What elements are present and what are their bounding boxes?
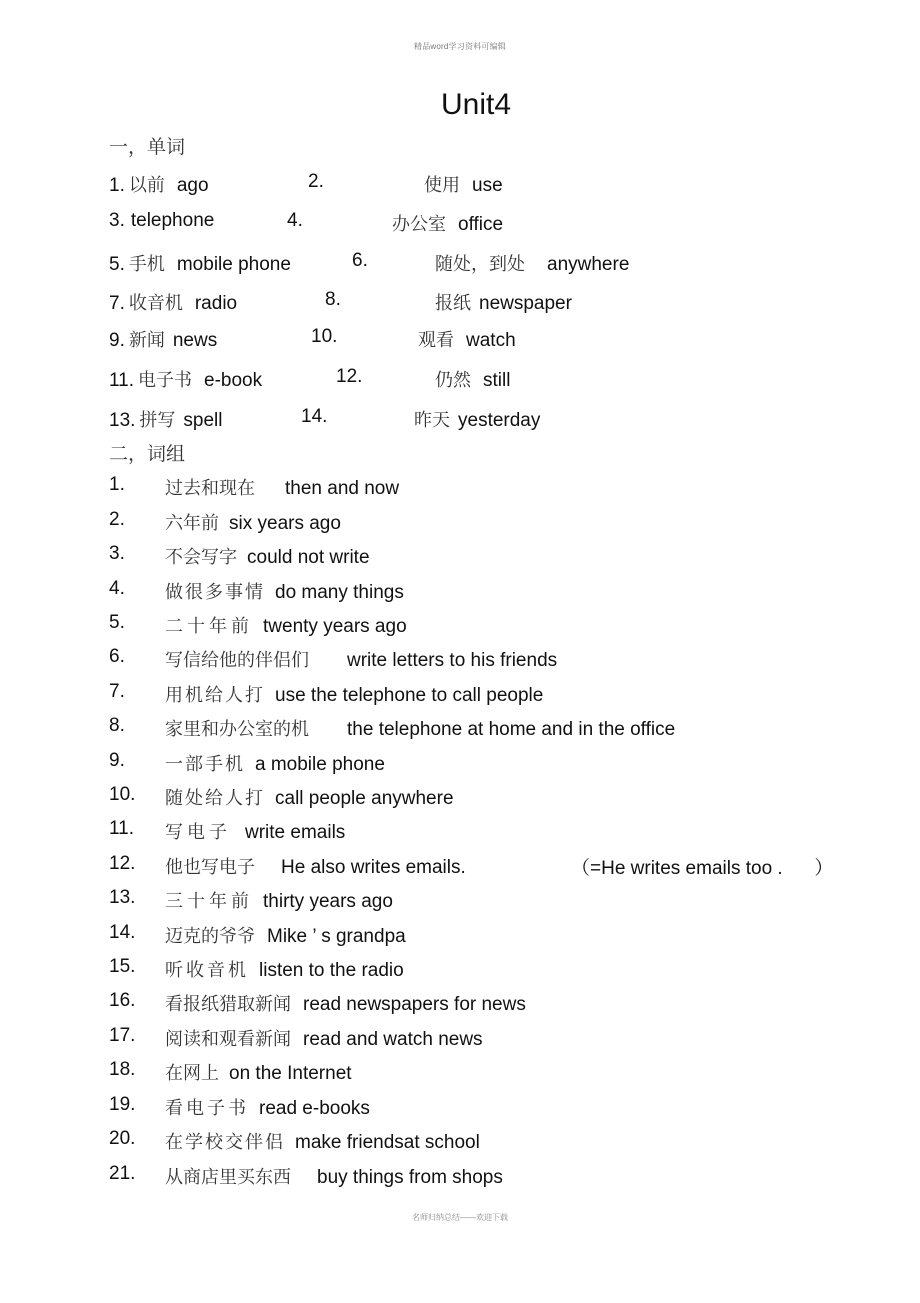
item-number: 14.: [109, 922, 136, 943]
vocab-row: [109, 289, 869, 313]
english-term: radio: [194, 293, 238, 314]
chinese-term: 在学校交伴侣: [165, 1132, 285, 1153]
english-term: still: [483, 370, 511, 391]
english-term: buy things from shops: [317, 1167, 503, 1188]
vocab-item-right: [424, 171, 503, 197]
english-term: twenty years ago: [263, 616, 407, 637]
phrase-row: [109, 853, 889, 877]
vocab-item-right: [435, 289, 572, 315]
item-number: 7.: [109, 681, 125, 702]
english-term: could not write: [247, 547, 370, 568]
phrase-row: [109, 578, 889, 602]
english-term: then and now: [285, 478, 400, 499]
english-term: newspaper: [479, 293, 572, 314]
chinese-term: 报纸: [435, 293, 471, 314]
vocab-item-right-number: [287, 210, 303, 232]
vocab-row: [109, 406, 869, 430]
vocab-item-right-number: [311, 326, 337, 348]
english-term: write letters to his friends: [347, 650, 558, 671]
chinese-term: 昨天: [414, 410, 450, 431]
english-term: thirty years ago: [263, 891, 393, 912]
item-number: 10.: [109, 784, 136, 805]
chinese-term: 家里和办公室的机: [165, 719, 309, 740]
vocab-item-right-number: [308, 171, 324, 193]
item-number: 17.: [109, 1025, 136, 1046]
item-number: 19.: [109, 1094, 136, 1115]
chinese-term: 做很多事情: [165, 582, 265, 603]
chinese-term: 一部手机: [165, 754, 245, 775]
item-number: 16.: [109, 990, 136, 1011]
page-footer: 名师归纳总结——欢迎下载: [412, 1213, 508, 1222]
phrase-row: [109, 715, 889, 739]
english-term: anywhere: [547, 254, 630, 275]
item-number: 13.: [109, 887, 136, 908]
english-term: telephone: [130, 210, 215, 231]
english-term: listen to the radio: [259, 960, 404, 981]
item-number: 20.: [109, 1128, 136, 1149]
chinese-term: 随处，到处: [435, 254, 525, 275]
item-number: 3.: [109, 210, 125, 231]
item-number: 9.: [109, 330, 125, 351]
phrase-row: [109, 1094, 889, 1118]
chinese-term: 迈克的爷爷: [165, 926, 255, 947]
item-number: 11.: [109, 818, 135, 839]
item-number: 1.: [109, 474, 125, 495]
chinese-term: 二十年前: [165, 616, 253, 637]
phrase-row: [109, 1163, 889, 1187]
item-number: 14.: [301, 406, 328, 427]
english-term: six years ago: [229, 513, 341, 534]
vocab-item-right: [435, 250, 629, 276]
item-number: 1.: [109, 175, 125, 196]
vocab-row: [109, 366, 869, 390]
item-number: 5.: [109, 254, 125, 275]
vocab-item-right: [392, 210, 503, 236]
item-number: 4.: [109, 578, 125, 599]
english-term: Mike ’ s grandpa: [267, 926, 406, 947]
english-term: a mobile phone: [255, 754, 385, 775]
vocab-item-left: [109, 366, 262, 392]
vocab-item-right-number: [301, 406, 327, 428]
item-number: 8.: [325, 289, 341, 310]
chinese-term: 三十年前: [165, 891, 253, 912]
chinese-term: 在网上: [165, 1063, 219, 1084]
english-term: He also writes emails.: [281, 857, 466, 878]
item-number: 9.: [109, 750, 125, 771]
english-term: office: [458, 214, 504, 235]
item-number: 4.: [287, 210, 303, 231]
section-heading-vocab: 一，单词: [109, 136, 186, 158]
chinese-term: 他也写电子: [165, 857, 255, 878]
chinese-term: 使用: [424, 175, 460, 196]
phrase-row: [109, 1128, 889, 1152]
vocab-row: [109, 210, 869, 234]
vocab-item-right: [435, 366, 510, 392]
vocab-item-right-number: [352, 250, 368, 272]
english-term: spell: [183, 410, 223, 431]
chinese-term: 从商店里买东西: [165, 1167, 291, 1188]
item-number: 10.: [311, 326, 338, 347]
phrase-row: [109, 784, 889, 808]
chinese-term: 用机给人打: [165, 685, 265, 706]
chinese-term: 六年前: [165, 513, 219, 534]
chinese-term: 看电子书: [165, 1098, 249, 1119]
item-number: 11.: [109, 370, 135, 391]
item-number: 6.: [109, 646, 125, 667]
item-number: 2.: [109, 509, 125, 530]
page-title: Unit4: [440, 88, 512, 121]
item-number: 6.: [352, 250, 368, 271]
phrase-row: [109, 509, 889, 533]
vocab-item-right: [414, 406, 540, 432]
item-number: 15.: [109, 956, 136, 977]
chinese-term: 观看: [418, 330, 454, 351]
english-term: call people anywhere: [275, 788, 454, 809]
phrase-row: [109, 612, 889, 636]
item-number: 2.: [308, 171, 324, 192]
vocab-item-left: [109, 289, 237, 315]
phrase-row: [109, 681, 889, 705]
english-term: read and watch news: [303, 1029, 483, 1050]
vocab-item-left: [109, 406, 223, 432]
english-term: watch: [466, 330, 516, 351]
chinese-term: 新闻: [128, 330, 165, 351]
item-number: 13.: [109, 410, 136, 431]
phrase-row: [109, 474, 889, 498]
vocab-row: [109, 171, 869, 195]
english-term: make friendsat school: [295, 1132, 480, 1153]
english-term: do many things: [275, 582, 404, 603]
chinese-term: 阅读和观看新闻: [165, 1029, 291, 1050]
item-number: 12.: [336, 366, 363, 387]
chinese-term: 不会写字: [165, 547, 237, 568]
vocab-item-right-number: [325, 289, 341, 311]
phrase-row: [109, 990, 889, 1014]
chinese-term: 手机: [128, 254, 165, 275]
phrase-row: [109, 956, 889, 980]
english-term: ago: [176, 175, 209, 196]
item-number: 7.: [109, 293, 125, 314]
chinese-term: 随处给人打: [165, 788, 265, 809]
chinese-term: 仍然: [435, 370, 471, 391]
phrase-row: [109, 887, 889, 911]
chinese-term: 以前: [128, 175, 165, 196]
vocab-item-right-number: [336, 366, 362, 388]
english-term: read e-books: [259, 1098, 370, 1119]
english-term: e-book: [204, 370, 263, 391]
item-number: 3.: [109, 543, 125, 564]
phrase-row: [109, 922, 889, 946]
chinese-term: 收音机: [128, 293, 183, 314]
english-term: read newspapers for news: [303, 994, 526, 1015]
english-term: mobile phone: [176, 254, 291, 275]
equivalent-note: （=He writes emails too . ）: [571, 858, 834, 879]
english-term: use the telephone to call people: [275, 685, 544, 706]
chinese-term: 电子书: [138, 370, 193, 391]
item-number: 21.: [109, 1163, 136, 1184]
phrase-row: [109, 750, 889, 774]
vocab-item-left: [109, 210, 214, 232]
chinese-term: 写电子: [165, 822, 231, 843]
vocab-row: [109, 326, 869, 350]
phrase-row: [109, 1059, 889, 1083]
item-number: 5.: [109, 612, 125, 633]
vocab-item-right: [418, 326, 516, 352]
item-number: 12.: [109, 853, 136, 874]
item-number: 8.: [109, 715, 125, 736]
chinese-term: 看报纸猎取新闻: [165, 994, 291, 1015]
chinese-term: 过去和现在: [165, 478, 255, 499]
english-term: news: [172, 330, 218, 351]
vocab-item-left: [109, 171, 209, 197]
phrase-row: [109, 1025, 889, 1049]
phrase-row: [109, 818, 889, 842]
item-number: 18.: [109, 1059, 136, 1080]
vocab-row: [109, 250, 869, 274]
english-term: write emails: [245, 822, 346, 843]
phrase-row: [109, 646, 889, 670]
chinese-term: 拼写: [139, 410, 176, 431]
english-term: use: [472, 175, 503, 196]
english-term: the telephone at home and in the office: [347, 719, 676, 740]
english-term: on the Internet: [229, 1063, 352, 1084]
vocab-item-left: [109, 250, 291, 276]
chinese-term: 写信给他的伴侣们: [165, 650, 309, 671]
section-heading-phrases: 二，词组: [109, 443, 186, 465]
vocab-item-left: [109, 326, 217, 352]
chinese-term: 办公室: [392, 214, 446, 235]
phrase-row: [109, 543, 889, 567]
page-header: 精品word学习资料可编辑: [414, 42, 506, 51]
chinese-term: 听收音机: [165, 960, 249, 981]
english-term: yesterday: [458, 410, 541, 431]
